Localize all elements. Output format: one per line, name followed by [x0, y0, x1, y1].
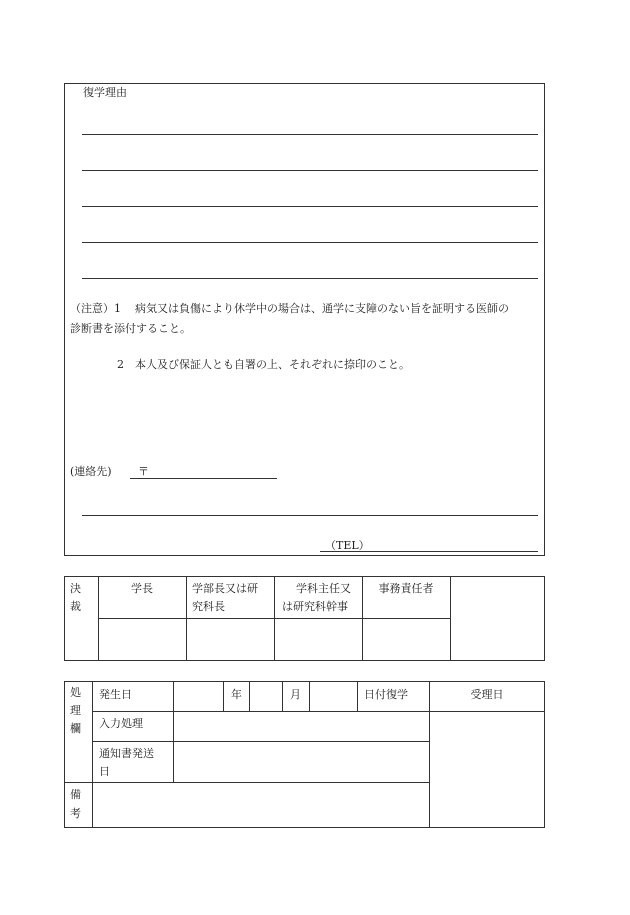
postal-code-line — [130, 478, 277, 479]
occurrence-date-label: 発生日 — [99, 688, 132, 701]
approval-divider-5 — [450, 576, 451, 661]
approval-col-chair-line2: は研究科幹事 — [282, 600, 348, 613]
processing-month-divider-b — [309, 681, 310, 711]
remarks-label-2: 考 — [70, 807, 81, 820]
remarks-label-1: 備 — [70, 788, 81, 801]
note1-line2: 診断書を添付すること。 — [70, 322, 191, 335]
effective-date-label: 日付復学 — [364, 688, 408, 701]
processing-side-label-3: 欄 — [70, 722, 81, 735]
reason-line-5 — [82, 278, 538, 279]
note-label: （注意）1 — [70, 302, 121, 315]
note2-number: 2 — [117, 358, 124, 371]
year-label: 年 — [231, 688, 242, 701]
approval-col-president: 学長 — [131, 582, 153, 595]
notice-sent-label-line2: 日 — [99, 765, 110, 778]
approval-col-dean-line1: 学部長又は研 — [192, 582, 258, 595]
processing-received-divider — [429, 681, 430, 828]
approval-row-label-2: 裁 — [70, 600, 81, 613]
tel-line — [320, 551, 538, 552]
received-date-label: 受理日 — [470, 688, 504, 701]
processing-year-divider-a — [223, 681, 224, 711]
note1-line1: 病気又は負傷により休学中の場合は、通学に支障のない旨を証明する医師の — [135, 302, 509, 315]
reason-line-2 — [82, 170, 538, 171]
postal-mark: 〒 — [138, 465, 149, 478]
processing-day-divider — [357, 681, 358, 711]
processing-side-label-1: 処 — [70, 686, 81, 699]
approval-col-chair-line1: 学科主任又 — [296, 582, 351, 595]
processing-label-divider — [92, 681, 93, 828]
processing-row-line-2 — [92, 741, 429, 742]
month-label: 月 — [290, 688, 301, 701]
processing-month-divider-a — [282, 681, 283, 711]
reason-line-1 — [82, 134, 538, 135]
processing-row-line-3 — [64, 782, 429, 783]
input-processing-label: 入力処理 — [99, 717, 143, 730]
reason-line-4 — [82, 242, 538, 243]
note2-text: 本人及び保証人とも自署の上、それぞれに捺印のこと。 — [135, 358, 410, 371]
processing-year-divider-b — [249, 681, 250, 711]
approval-row-label-1: 決 — [70, 582, 81, 595]
processing-side-label-2: 理 — [70, 704, 81, 717]
approval-row-divider — [98, 618, 450, 619]
address-line — [82, 515, 538, 516]
processing-row-line-1 — [92, 711, 545, 712]
tel-label: （TEL） — [325, 539, 370, 552]
reason-heading: 復学理由 — [83, 86, 127, 99]
reason-section — [64, 83, 545, 556]
notice-sent-label-line1: 通知書発送 — [99, 747, 154, 760]
contact-label: (連絡先) — [70, 465, 112, 478]
reason-line-3 — [82, 206, 538, 207]
approval-col-office: 事務責任者 — [378, 582, 434, 595]
processing-value-divider — [173, 681, 174, 782]
approval-col-dean-line2: 究科長 — [192, 600, 225, 613]
